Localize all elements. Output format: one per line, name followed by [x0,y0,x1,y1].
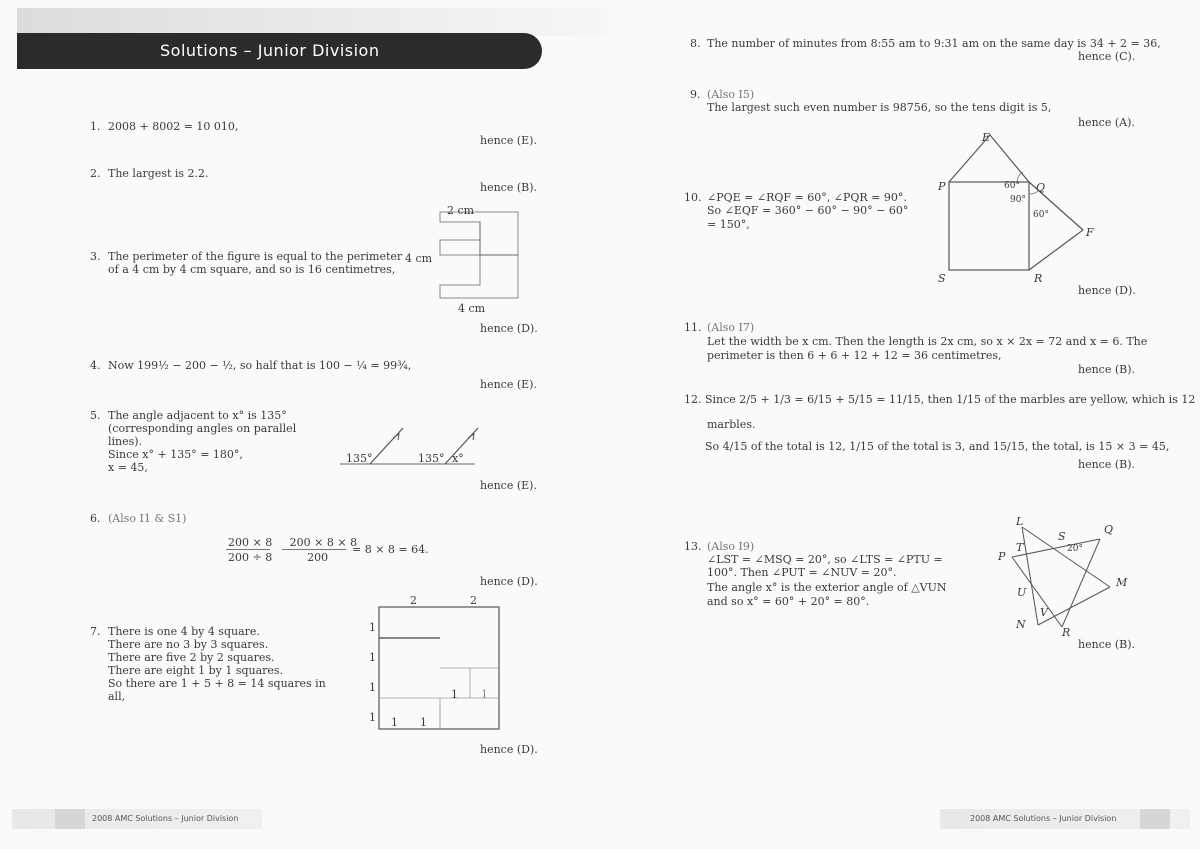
q10-label-R: R [1034,272,1043,285]
q13-line-NM [1038,587,1110,625]
q6-number: 6. [90,512,101,525]
q11-line2: perimeter is then 6 + 6 + 12 + 12 = 36 centimetres, [707,349,1002,362]
q3-line1: The perimeter of the figure is equal to the perimeter [108,250,403,263]
q13-line2: 100°. Then ∠PUT = ∠NUV = 20°. [707,566,897,579]
footer-right-text: 2008 AMC Solutions – Junior Division [970,814,1117,823]
q9-ref: (Also I5) [707,88,755,101]
q6-result: = 8 × 8 = 64. [352,543,429,556]
q6-ref: (Also I1 & S1) [108,512,187,525]
q7-line4: There are eight 1 by 1 squares. [108,664,284,677]
q13-line4: and so x° = 60° + 20° = 80°. [707,595,870,608]
q5-line1: The angle adjacent to x° is 135° [108,409,287,422]
q4-answer: hence (E). [480,378,537,391]
q7-inner-label-2: 1 [481,688,488,701]
footer-left-text: 2008 AMC Solutions – Junior Division [92,814,239,823]
q7-left-label-2: 1 [369,651,376,664]
q13-label-P: P [998,550,1006,563]
q12-answer: hence (B). [1078,458,1136,471]
q10-label-Q: Q [1036,181,1046,194]
q10-line1: ∠PQE = ∠RQF = 60°, ∠PQR = 90°. [707,191,907,204]
q11-answer: hence (B). [1078,363,1136,376]
footer-left-pagenum [55,809,85,829]
footer-right-pagenum [1140,809,1170,829]
q7-top-label-2: 2 [470,594,477,607]
q10-angle-3: 60° [1033,210,1049,220]
q7-top-label-1: 2 [410,594,417,607]
q2-number: 2. [90,167,101,180]
q1-number: 1. [90,120,101,133]
q13-label-L: L [1016,515,1024,528]
q5-angle1: 135° [346,452,373,465]
q10-line3: = 150°, [707,218,750,231]
q12-line1: Since 2/5 + 1/3 = 6/15 + 5/15 = 11/15, then 1/15 of the marbles are yellow, which is 12 [705,393,1196,406]
q13-line1: ∠LST = ∠MSQ = 20°, so ∠LTS = ∠PTU = [707,553,943,566]
q7-line2: There are no 3 by 3 squares. [108,638,269,651]
q13-label-M: M [1116,576,1128,589]
page-title: Solutions – Junior Division [160,41,380,60]
q9-answer: hence (A). [1078,116,1135,129]
q8-text: The number of minutes from 8:55 am to 9:31 am on the same day is 34 + 2 = 36, [707,37,1161,50]
q10-label-S: S [938,272,946,285]
q3-line2: of a 4 cm by 4 cm square, and so is 16 centimetres, [108,263,396,276]
q5-line3: lines). [108,435,143,448]
q7-number: 7. [90,625,101,638]
q10-angle-2: 90° [1010,195,1026,205]
q5-line5: x = 45, [108,461,148,474]
q8-answer: hence (C). [1078,50,1136,63]
q7-line1: There is one 4 by 4 square. [108,625,260,638]
q12-line3: So 4/15 of the total is 12, 1/15 of the total is 3, and 15/15, the total, is 15 × 3 = 45, [705,440,1170,453]
q11-number: 11. [684,321,702,334]
q11-line1: Let the width be x cm. Then the length is 2x cm, so x × 2x = 72 and x = 6. The [707,335,1148,348]
q10-angle-1: 60° [1004,181,1020,191]
q3-figure-inner [480,222,518,255]
q3-answer: hence (D). [480,322,538,335]
q13-number: 13. [684,540,702,553]
q6-fraction-bar-2 [282,549,346,550]
q2-answer: hence (B). [480,181,538,194]
q6-answer: hence (D). [480,575,538,588]
q5-line4: Since x° + 135° = 180°, [108,448,243,461]
q13-label-R: R [1062,626,1071,639]
q10-label-P: P [938,180,946,193]
header-band [17,8,607,36]
q13-line-LM [1022,527,1110,587]
q13-label-T: T [1016,541,1024,554]
q13-ref: (Also I9) [707,540,755,553]
q7-left-label-1: 1 [369,621,376,634]
q5-answer: hence (E). [480,479,537,492]
q6-denominators: 200 ÷ 8 200 [228,551,329,564]
q10-label-F: F [1086,226,1094,239]
q13-angle: 20° [1067,544,1083,554]
q13-answer: hence (B). [1078,638,1136,651]
q5-angle-x: x° [452,452,464,465]
q7-left-label-3: 1 [369,681,376,694]
q12-line2: marbles. [707,418,756,431]
q10-answer: hence (D). [1078,284,1136,297]
q2-text: The largest is 2.2. [108,167,209,180]
q1-answer: hence (E). [480,134,537,147]
q13-label-U: U [1017,586,1027,599]
q3-number: 3. [90,250,101,263]
q3-label-top: 2 cm [447,204,475,217]
q7-line5: So there are 1 + 5 + 8 = 14 squares in [108,677,326,690]
q9-text: The largest such even number is 98756, so the tens digit is 5, [707,101,1052,114]
q7-left-label-4: 1 [369,711,376,724]
q10-number: 10. [684,191,702,204]
q5-angle2: 135° [418,452,445,465]
q13-line3: The angle x° is the exterior angle of △VUN [707,581,947,594]
q13-label-N: N [1016,618,1026,631]
q13-label-S: S [1058,530,1066,543]
q13-label-Q: Q [1104,523,1114,536]
q3-label-side: 4 cm [405,252,433,265]
q11-ref: (Also I7) [707,321,755,334]
q6-fraction-bar-1 [226,549,270,550]
q7-inner-label-3: 1 [391,716,398,729]
q3-label-bottom: 4 cm [458,302,486,315]
q10-label-E: E [982,131,991,144]
q12-number: 12. [684,393,702,406]
q13-label-V: V [1040,606,1048,619]
q4-text: Now 199½ − 200 − ½, so half that is 100 − ¼ = 99¾, [108,359,412,372]
q7-inner-label-4: 1 [420,716,427,729]
q10-triangle-right [1029,182,1083,270]
q7-grid [378,606,502,732]
q1-text: 2008 + 8002 = 10 010, [108,120,239,133]
q7-line3: There are five 2 by 2 squares. [108,651,275,664]
q4-number: 4. [90,359,101,372]
q6-numerators: 200 × 8 200 × 8 × 8 [228,536,358,549]
q7-answer: hence (D). [480,743,538,756]
q9-number: 9. [690,88,701,101]
q5-line2: (corresponding angles on parallel [108,422,297,435]
q5-parallel-line-1 [370,428,403,464]
q8-number: 8. [690,37,701,50]
q7-line6: all, [108,690,126,703]
q7-inner-label-1: 1 [451,688,458,701]
q13-line-LN [1022,527,1038,625]
q10-line2: So ∠EQF = 360° − 60° − 90° − 60° [707,204,909,217]
q5-number: 5. [90,409,101,422]
